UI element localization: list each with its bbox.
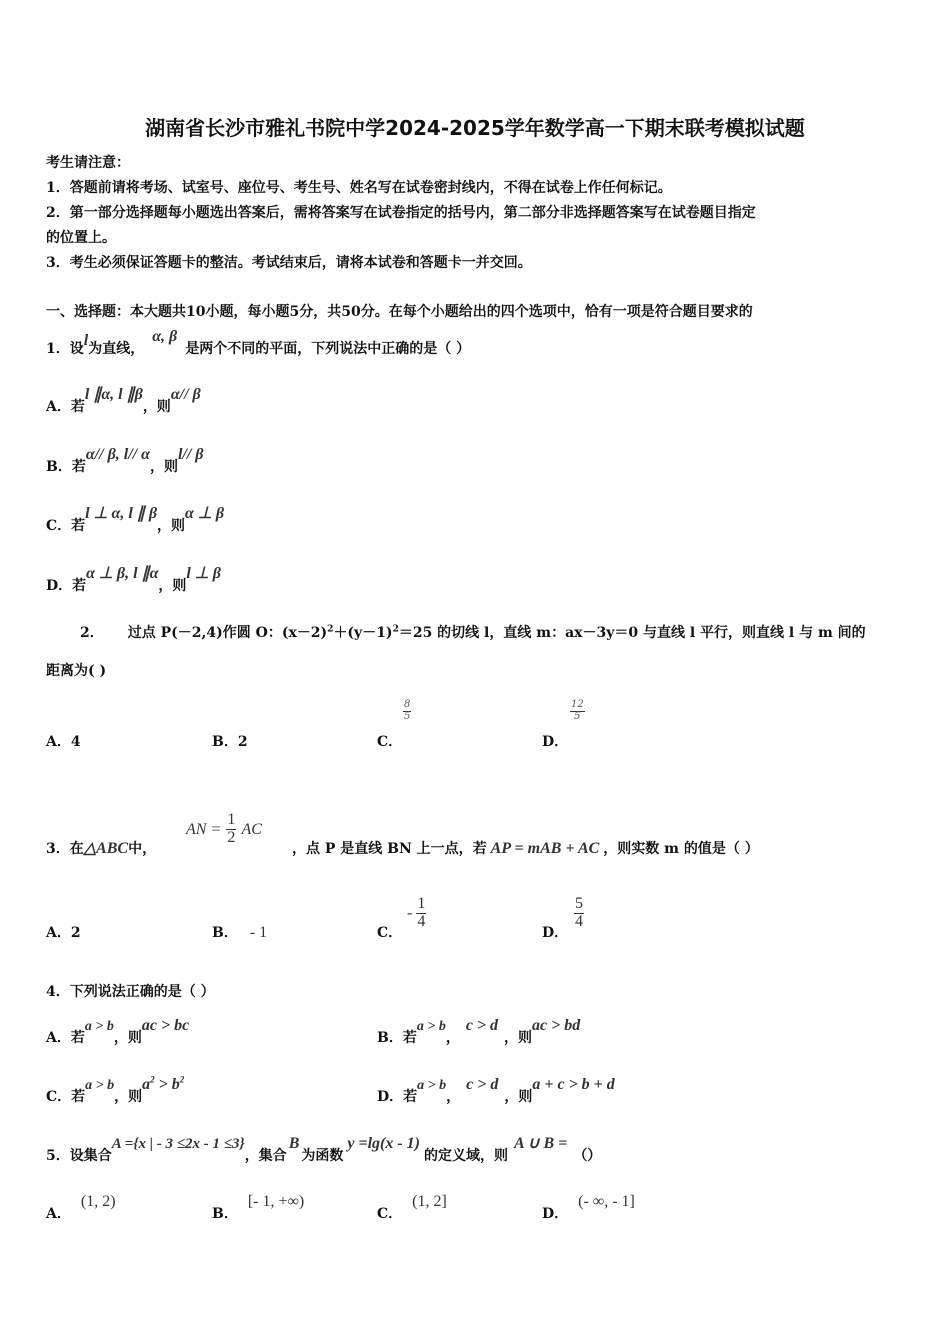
question-3-stem: 3．在△ABC中， [46,840,157,857]
question-4-option-b: B．若a > b，c > d，则ac > bd [377,1017,581,1046]
question-4-stem: 4．下列说法正确的是（ ） [46,984,215,1000]
notice-item: 1．答题前请将考场、试室号、座位号、考生号、姓名写在试卷密封线内，不得在试卷上作任何标记。 [46,180,672,196]
question-3-option-a: A．2 [46,925,81,941]
question-5-option-b: B．[- 1, +∞) [212,1193,305,1222]
question-2-option-d-fraction: $\frac{12}{5}$ [571,699,584,722]
question-1-option-a: A．若l ∥α, l ∥β，则α// β [46,386,201,415]
question-5-option-c: C．(1, 2] [377,1193,447,1222]
question-2-stem-cont: 距离为( ) [46,663,107,679]
question-1-stem: 1．设l为直线，α, β是两个不同的平面，下列说法中正确的是（ ） [46,328,471,357]
question-2-option-c: C． [377,734,403,750]
question-4-option-d: D．若a > b，c > d，则a + c > b + d [377,1076,615,1105]
notice-item: 的位置上。 [46,230,116,246]
section-heading: 一、选择题：本大题共10小题，每小题5分，共50分。在每个小题给出的四个选项中，恰有一项是符合题目要求的 [46,304,753,320]
question-5-option-a: A．(1, 2) [46,1193,116,1222]
question-3-stem-cont: ，点 P 是直线 BN 上一点，若 AP = mAB + AC ，则实数 m 的值是（ ） [292,840,759,857]
question-5-option-d: D．(- ∞, - 1] [542,1193,635,1222]
notice-item: 3．考生必须保证答题卡的整洁。考试结束后，请将本试卷和答题卡一并交回。 [46,255,532,271]
question-3-option-c-value: - $\frac{1}{4}$ [407,895,426,930]
question-1-option-c: C．若l ⊥ α, l ∥ β，则α ⊥ β [46,505,225,534]
question-3-equation: AN = $\frac{1}{2}$ AC [186,811,262,846]
question-2-option-d: D． [542,734,569,750]
question-1-option-b: B．若α// β, l// α，则l// β [46,446,204,475]
notice-heading: 考生请注意： [46,155,130,171]
page-title: 湖南省长沙市雅礼书院中学2024-2025学年数学高一下期末联考模拟试题 [145,116,805,140]
question-2-option-a: A．4 [46,734,81,750]
question-3-option-d-value: $\frac{5}{4}$ [575,895,583,930]
question-5-stem: 5．设集合A ={x | - 3 ≤2x - 1 ≤3}，集合B为函数y =lg(x - 1)的定义域，则A ∪ B =（） [46,1135,602,1164]
question-2-option-b: B．2 [212,734,248,750]
question-2-option-c-fraction: $\frac{8}{5}$ [404,699,411,722]
question-4-option-c: C．若a > b，则$a^2 > b^2$ [46,1074,185,1105]
question-2-stem: 2． 过点 P(－2,4)作圆 O：$(x-2)^2+(y-1)^2=25$ 的切线 l，直线 m：ax－3y＝0 与直线 l 平行，则直线 l 与 m 间的 [80,624,866,641]
notice-item: 2．第一部分选择题每小题选出答案后，需将答案写在试卷指定的括号内，第二部分非选择题答案写在试卷题目指定 [46,205,756,221]
question-1-option-d: D．若α ⊥ β, l ∥α，则l ⊥ β [46,565,221,594]
question-3-option-b: B． - 1 [212,924,268,941]
question-3-option-c: C． [377,925,403,941]
question-4-option-a: A．若a > b，则ac > bc [46,1017,190,1046]
question-3-option-d: D． [542,925,569,941]
